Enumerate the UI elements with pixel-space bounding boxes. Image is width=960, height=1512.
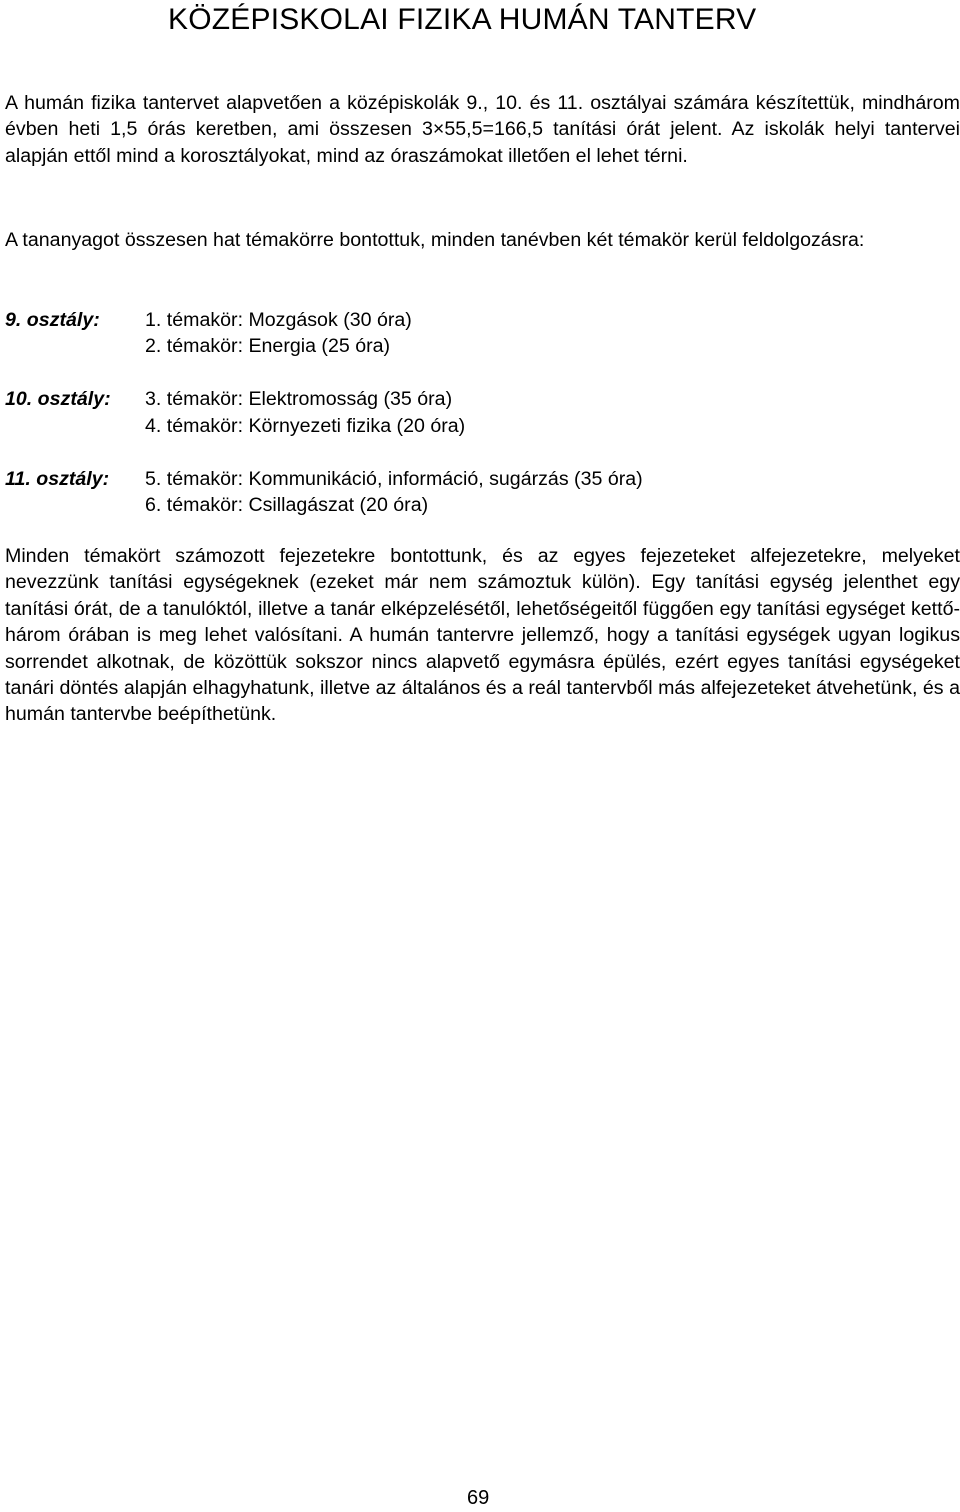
topic-item: 1. témakör: Mozgások (30 óra) [145, 309, 412, 331]
topic-item: 4. témakör: Környezeti fizika (20 óra) [145, 414, 466, 437]
grade-group-11 [5, 466, 960, 519]
grade-group-10 [5, 386, 960, 439]
page-title: KÖZÉPISKOLAI FIZIKA HUMÁN TANTERV [168, 3, 757, 36]
topic-item: 5. témakör: Kommunikáció, információ, sugárzás (35 óra) [145, 467, 643, 490]
grade-label: 11. osztály: [5, 467, 110, 490]
grade-group-9 [5, 307, 960, 360]
topic-item: 3. témakör: Elektromosság (35 óra) [145, 388, 453, 411]
topic-item: 6. témakör: Csillagászat (20 óra) [145, 494, 429, 517]
grade-label: 10. osztály: [5, 388, 111, 411]
grade-label: 9. osztály: [5, 309, 100, 331]
intro-paragraph: A humán fizika tantervet alapvetően a középiskolák 9., 10. és 11. osztályai számára készítettük, mindhárom évben heti 1,5 órás keretben, ami összesen 3×55,5=166,5 tanítási órát jelent. Az iskolák helyi tantervei alapján ettől mind a korosztályokat, mind az óraszámokat illetően el lehet térni. [5, 92, 960, 167]
page-number: 69 [467, 1487, 490, 1509]
topic-item: 2. témakör: Energia (25 óra) [145, 335, 391, 358]
structure-paragraph: Minden témakört számozott fejezetekre bontottunk, és az egyes fejezeteket alfejezetekre, melyeket nevezzünk tanítási egységeknek (ezeket már nem számoztuk külön). Egy tanítási egység jelenthet egy tanítási órát, de a tanulóktól, illetve a tanár elképzelésétől, lehetőségeitől függően egy tanítási egységet kettő-három órában is meg lehet valósítani. A humán tantervre jellemző, hogy a tanítási egységek ugyan logikus sorrendet alkotnak, de közöttük sokszor nincs alapvető egymásra épülés, ezért egyes tanítási egységeket tanári döntés alapján elhagyhatunk, illetve az általános és a reál tantervből más alfejezeteket átvehetünk, és a humán tantervbe beépíthetünk. [5, 545, 960, 726]
topic-list [5, 307, 960, 545]
topics-intro-paragraph: A tananyagot összesen hat témakörre bontottuk, minden tanévben két témakör kerül feldolgozásra: [5, 229, 865, 251]
